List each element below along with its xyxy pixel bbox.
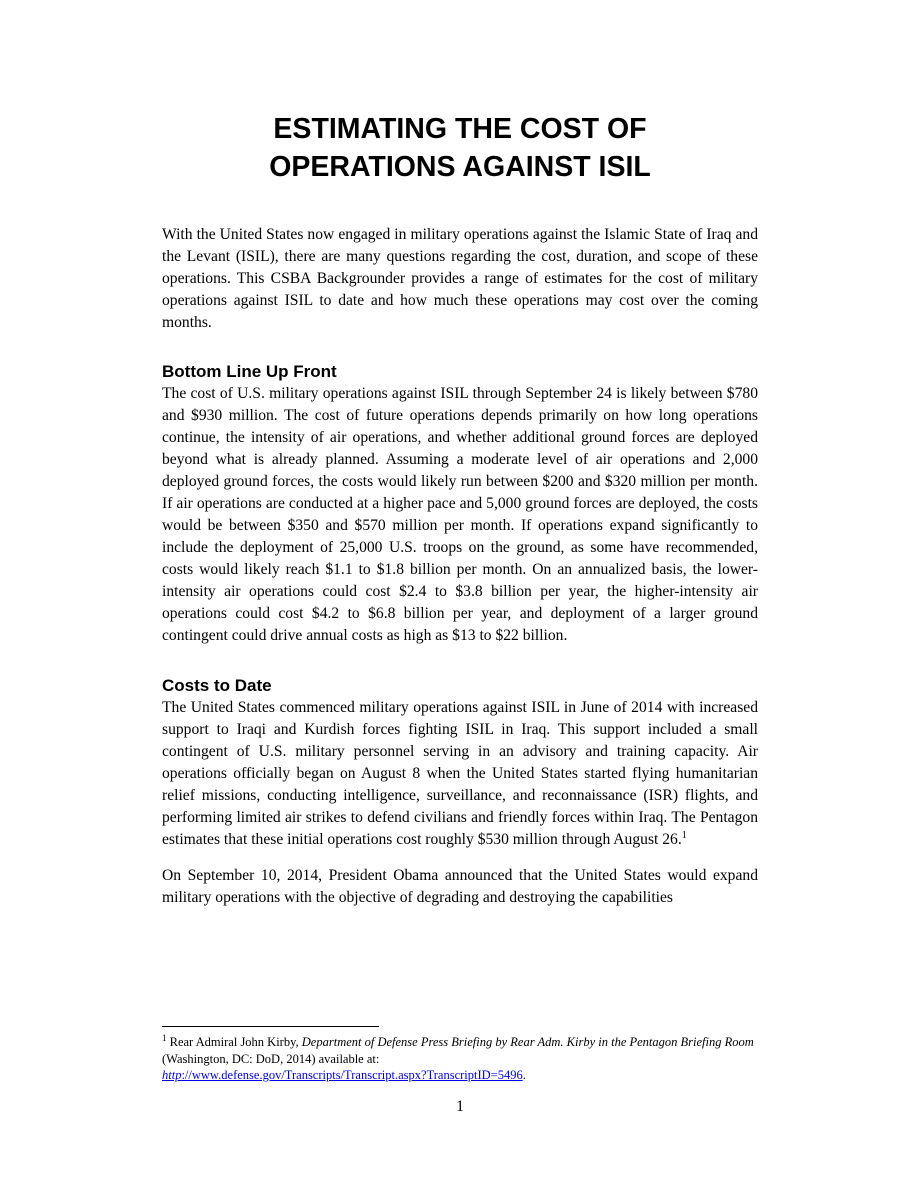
footnote-author: Rear Admiral John Kirby,	[166, 1035, 302, 1049]
footnote-link[interactable]	[162, 1068, 523, 1082]
intro-paragraph: With the United States now engaged in military operations against the Islamic State of Iraq and the Levant (ISIL), there are many questions regarding the cost, duration, and scope of these operations. This CSBA Backgrounder provides a range of estimates for the cost of military operations against ISIL to date and how much these operations may cost over the coming months.	[162, 226, 758, 331]
section-bottom-line-up-front	[162, 361, 758, 647]
section-costs-to-date	[162, 675, 758, 909]
footnote-number: 1	[162, 1032, 167, 1043]
footnote-publication: (Washington, DC: DoD, 2014) available at:	[162, 1051, 380, 1066]
section-heading: Costs to Date	[162, 676, 272, 695]
section-paragraph	[162, 697, 758, 851]
footnote-link-scheme: http	[162, 1068, 182, 1082]
footnote-period: .	[522, 1068, 526, 1082]
footnote-link-rest: ://www.defense.gov/Transcripts/Transcript.aspx?TranscriptID=5496	[181, 1068, 523, 1082]
footnote-reference[interactable]: 1	[681, 829, 687, 841]
page-title	[162, 110, 758, 186]
footnote	[162, 1034, 758, 1084]
page-number: 1	[456, 1098, 464, 1115]
section-heading: Bottom Line Up Front	[162, 362, 337, 381]
paragraph-text: The United States commenced military operations against ISIL in June of 2014 with increased support to Iraqi and Kurdish forces fighting ISIL in Iraq. This support included a small contingent of U.S. military personnel serving in an advisory and training capacity. Air operations officially began on August 8 when the United States started flying humanitarian relief missions, conducting intelligence, surveillance, and reconnaissance (ISR) flights, and performing limited air strikes to defend civilians and friendly forces within Iraq. The Pentagon estimates that these initial operations cost roughly $530 million through August 26.	[162, 699, 758, 848]
section-paragraph: The cost of U.S. military operations against ISIL through September 24 is likely between $780 and $930 million. The cost of future operations depends primarily on how long operations continue, the intensity of air operations, and whether additional ground forces are deployed beyond what is already planned. Assuming a moderate level of air operations and 2,000 deployed ground forces, the costs would likely run between $200 and $320 million per month. If air operations are conducted at a higher pace and 5,000 ground forces are deployed, the costs would be between $350 and $570 million per month. If operations expand significantly to include the deployment of 25,000 U.S. troops on the ground, as some have recommended, costs would likely reach $1.1 to $1.8 billion per month. On an annualized basis, the lower-intensity air operations could cost $2.4 to $3.8 billion per year, the higher-intensity air operations could cost $4.2 to $6.8 billion per year, and deployment of a larger ground contingent could drive annual costs as high as $13 to $22 billion.	[162, 385, 758, 644]
footnote-divider	[162, 1026, 379, 1027]
footnote-title: Department of Defense Press Briefing by Rear Adm. Kirby in the Pentagon Briefing Room	[301, 1035, 754, 1049]
title-line-2: OPERATIONS AGAINST ISIL	[269, 151, 651, 183]
title-line-1: ESTIMATING THE COST OF	[273, 113, 647, 145]
section-paragraph-2: On September 10, 2014, President Obama announced that the United States would expand military operations with the objective of degrading and destroying the capabilities	[162, 867, 758, 906]
